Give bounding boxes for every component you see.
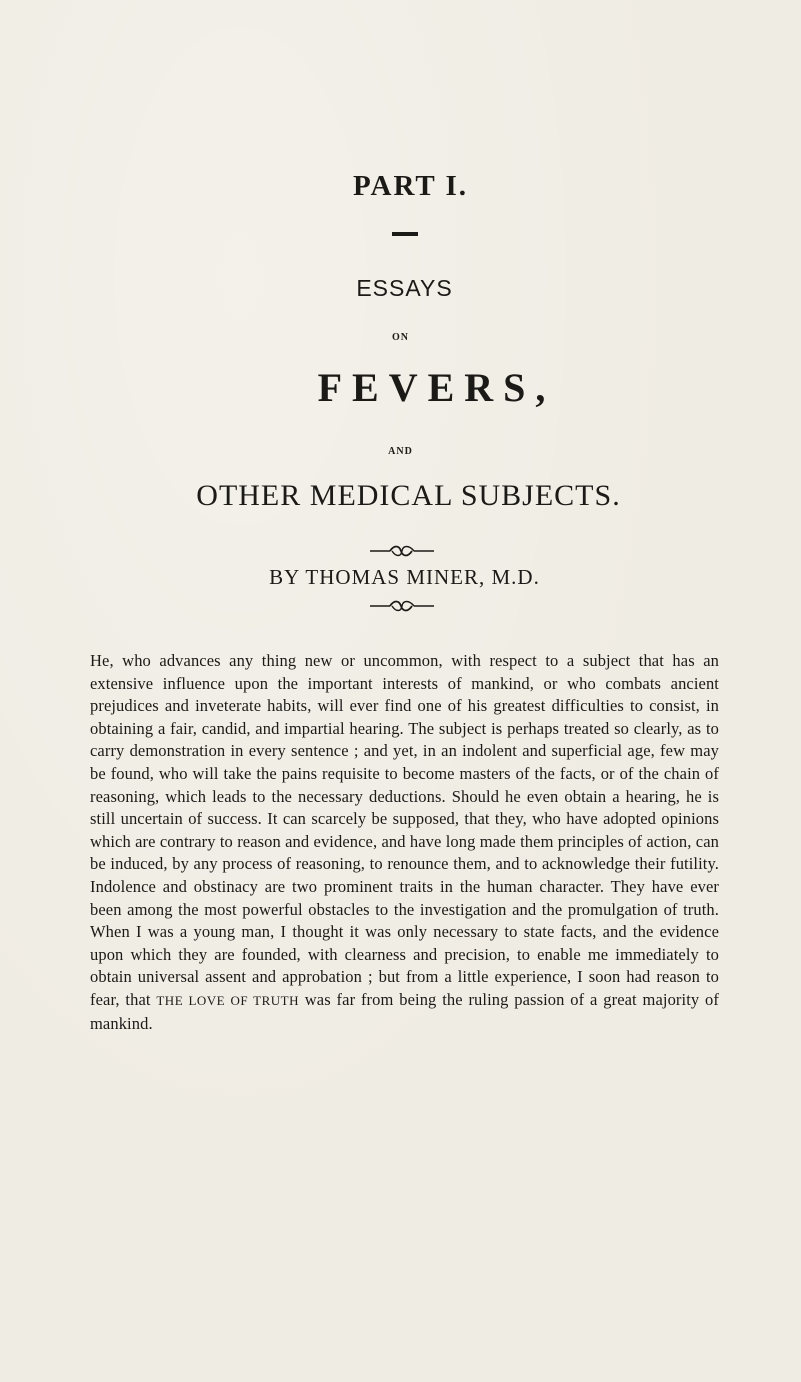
fevers-title: FEVERS, <box>317 365 556 410</box>
paragraph-text-1: who advances any thing new or uncommon, with respect to a subject that has an extensive influence upon the important interests of mankind, or who combats ancient prejudices and inveterate habits, will ever find one of his greatest difficulties to consist, in obtaining a fair, candid, and impartial hearing. The subject is perhaps treated so clearly, as to carry demonstration in every sentence ; and yet, in an indolent and superficial age, few may be found, who will take the pains requisite to become masters of the facts, or of the chain of reasoning, which leads to the necessary deductions. Should he even obtain a hearing, he is still uncertain of success. It can scarcely be supposed, that they, who have adopted opinions which are contrary to reason and evidence, and have long made them principles of action, can be induced, by any process of reasoning, to renounce them, and to acknowledge their futility. Indolence and obstinacy are two prominent traits in the human character. They have ever been among the most powerful obstacles to the investigation and the promulgation of truth. When I was a young man, I thought it was only necessary to state facts, and the evidence upon which they are founded, with clearness and precision, to enable me immediately to obtain universal assent and approbation ; but from a little experience, I soon had reason to fear, that <box>90 651 719 1009</box>
paragraph-text-2: was far from being the ruling passion of a great majority of mankind. <box>90 989 719 1033</box>
ornament-divider-icon <box>368 600 436 612</box>
lead-word: He, <box>90 651 114 670</box>
author-line: BY THOMAS MINER, M.D. <box>269 565 540 589</box>
emphasis-text: THE LOVE OF TRUTH <box>156 992 299 1008</box>
title-rule <box>392 232 418 236</box>
ornament-divider-icon <box>368 545 436 557</box>
and-label: AND <box>388 446 413 457</box>
essays-title: ESSAYS <box>356 275 453 301</box>
on-label: ON <box>392 332 409 343</box>
body-paragraph <box>90 650 719 1035</box>
other-subjects-title: OTHER MEDICAL SUBJECTS. <box>196 479 621 512</box>
part-title: PART I. <box>352 170 469 202</box>
